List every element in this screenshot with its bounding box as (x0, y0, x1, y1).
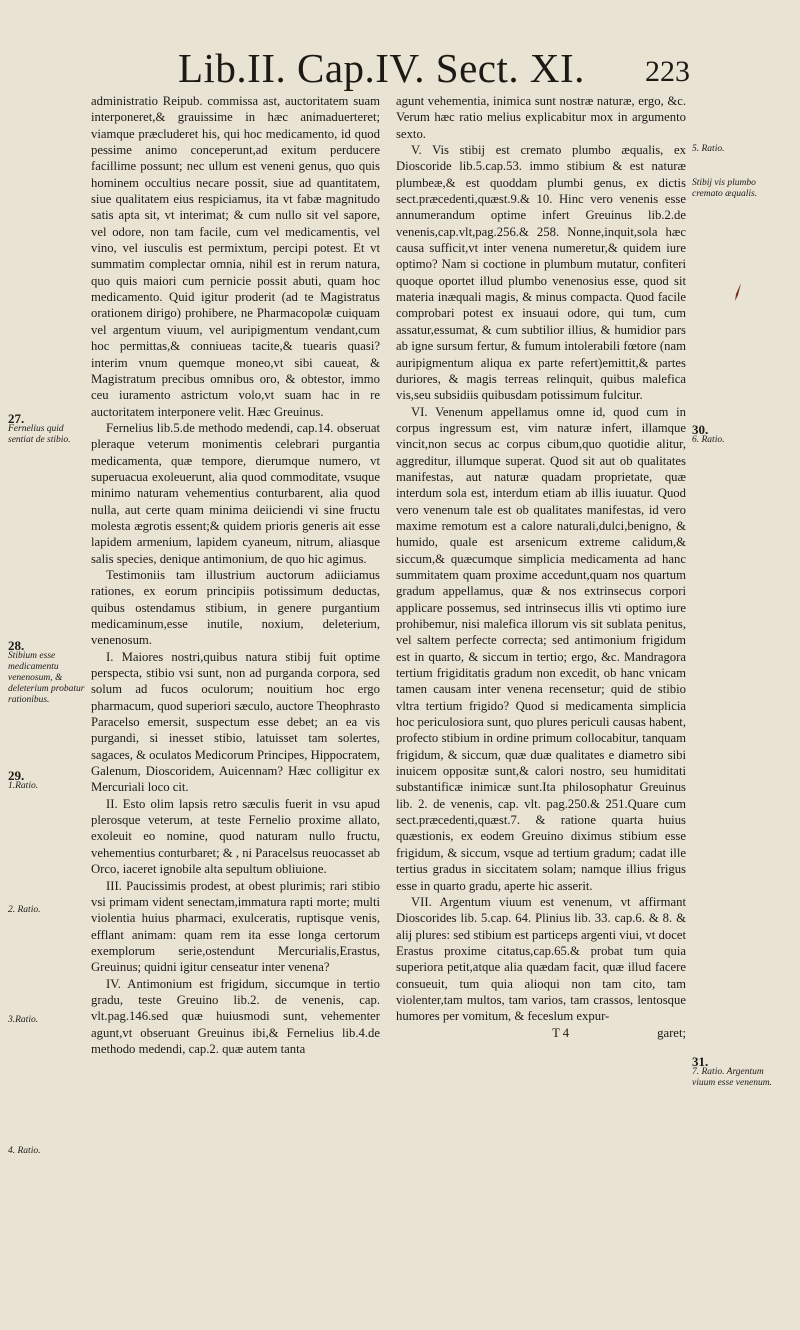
margin-note (692, 178, 772, 200)
margin-note (8, 1146, 88, 1157)
right-text-column (396, 93, 686, 1041)
paragraph: Fernelius lib.5.de methodo medendi, cap.14. obseruat pleraque veterum monimentis celebrari purgantia medicamenta, quæ tempore, dierumque numero, vt superuacua exoleuerunt, alia quod commoditate, vsuque minimo naturam vehementius conturbarent, alia quod nulla, aut certe quam minima deiiciendi vi sine fructu molesta ægrotis essent;& quidem prioris generis ait esse lapidem armenium, lapidem cyaneum, nitrum, aliasque salis species, denique antimonium, de quo hic agimus. (91, 420, 380, 566)
margin-note-text: 5. Ratio. (692, 144, 725, 154)
paragraph: VII. Argentum viuum est venenum, vt affirmant Dioscorides lib. 5.cap. 64. Plinius lib. 33. cap.6. & 8. & alij plures: sed stibium est particeps argenti viui, vt docet Erastus proxime citatus,cap.65.& probat tum quia superiora petit,atque alia quædam facit, quæ illud facere consueuit, tum quia alioqui non tam cito, tam violenter,tam multos, tam varios, tam crassos, lentosque humores per vomitum, & feceslum expur- (396, 894, 686, 1024)
margin-note-text: 4. Ratio. (8, 1146, 41, 1156)
page-number: 223 (645, 55, 690, 88)
margin-note (8, 640, 88, 706)
running-title: Lib.II. Cap.IV. Sect. XI. (178, 45, 585, 91)
margin-note-text: 1.Ratio. (8, 781, 39, 791)
section-number: 31. (692, 1054, 709, 1069)
paragraph: IV. Antimonium est frigidum, siccumque in tertio gradu, teste Greuino lib.2. de venenis, cap. vlt.pag.146.sed quæ huiusmodi sunt, vehementer agunt,vt obseruant Greuinus ibi,& Fernelius lib.4.de methodo medendi, cap.2. quæ autem tanta (91, 976, 380, 1056)
paragraph: I. Maiores nostri,quibus natura stibij fuit optime perspecta, stibio vsi sunt, non ad purganda corpora, sed solum ad fucos oculorum; nouitium hoc ergo pharmacum, quod superiori sæculo, auctore Theophrasto Paracelso emersit, suspectum esse debet; an ea vis purgandi, si inesset stibio, latuisset tam solertes, sagaces, & oculatos Medicorum Principes, Hippocratem, Galenum, Dioscoridem, Auicennam? Hæc colligitur ex Mercuriali loco cit. (91, 649, 380, 795)
ink-mark-icon (733, 282, 743, 302)
paragraph: agunt vehementia, inimica sunt nostræ naturæ, ergo, &c. Verum hæc ratio melius explicabitur mox in argumento sexto. (396, 94, 686, 141)
page-header (150, 46, 690, 90)
section-number: 28. (8, 638, 25, 653)
margin-note-text: 2. Ratio. (8, 905, 41, 915)
catchword: garet; (657, 1025, 686, 1040)
paragraph: VI. Venenum appellamus omne id, quod cum in corpus ingressum est, vim naturæ infert, illamque vincit,non secus ac corpus cibum,quo quotidie alitur, aggreditur, illumque superat. Quod sit aut ob qualitates manifestas, aut naturæ quadam proprietate, quæ interdum sola est, interdum etiam ab illis iuuatur. Quod vero venenum tale est ob qualitates manifestas, id vero maxime remotum est a calore naturali,dulci,benigno, & humido, quale est arsenicum extreme calidum,& siccum,& quæcumque simplicia medicamenta ad hanc summitatem quam proxime accedunt,quam nos quartum gradum appellamus, quæ & nos extrinsecus corpori applicare possemus, sed intrinsecus illis vti optimo iure prohibemur, nisi malefica illorum vis sit sublata penitus, vel saltem perfecte correcta; sed antimonium frigidum est in quarto, & siccum in tertio; ergo, &c. Mandragora tertium frigiditatis gradum non excedit, ob hanc vnicam tamen causam inter venena recensetur; quid de stibio vltra tertium frigido? Quod si medicamenta simplicia hoc periculosiora sunt, quo plures periculi causas habent, profecto stibium in ordine primum collocabitur, tanquam frigidum, & siccum, quæ duæ qualitates e diametro sibi inuicem oppositæ sunt,& calori nostro, seu humiditati substantificæ inimicæ sunt.Ita philosophatur Greuinus lib. 2. de venenis, cap. vlt. pag.250.& 251.Quare cum sect.præcedenti,quæst.7. & ratione quarta huius quæstionis, ex eodem Greuino diximus stibium esse frigidum, & siccum, vsque ad tertium gradum; cadat ille tertius gradus in siccitatem solam; namque illius frigus esse in quarto gradu, aperte hic asserit. (396, 404, 686, 893)
signature-line (396, 1025, 686, 1041)
paragraph: V. Vis stibij est cremato plumbo æqualis, ex Dioscoride lib.5.cap.53. immo stibium & est naturæ plumbeæ,& est quoddam plumbi genus, ex dictis sect.præcedenti,quæst.9.& 10. Hinc vero venenis esse annumerandum optime infert Greuinus lib.2.de venenis,cap.vlt,pag.256.& 258. Nonne,inquit,sola hæc causa sufficit,vt inter venena numeretur,& quidem iure optimo? Nam si coctione in plumbum mutatur, confiteri quoque oportet illud plumbo venenosius esse, quod sit materia inæquali magis, & minus compacta. Quod facile comprobari potest ex insuaui odore, qui tum, cum assatur,essumat, & cum subtilior illius, & humidior pars ab igne sursum fertur, & fumum intolerabili fœtore (nam auripigmentum aliqua ex parte refert)emittit,& partes duriores, & magis terreas relinquit, quibus malefica vis,seu subsidiis quibusdam potissimum fulcitur. (396, 143, 686, 403)
paragraph: administratio Reipub. commissa ast, auctoritatem suam interponeret,& grauissime in hæc animaduerteret; viamque præcluderet his, qui hoc medicamento, id quod pessime animo conceperunt,ad exitum perducere facillime possunt; nec ullum est veneni genus, quo quis hominem occultius necare possit, siue ad quantitatem, siue qualitatem eius respiciamus, ita vt fabæ magnitudo satis apta sit, vt interimat; & cum nullo sit vel sapore, vel odore, non tam facile, cum vel medicamentis, vel vino, vel iusculis est permixtum, percipi potest. Et vt summatim complectar omnia, nihil est in rerum natura, quo quis maiori cum pernicie possit abuti, quam hoc medicamento. Quid igitur proderit (ad te Magistratus orationem dirigo) prohibere, ne Pharmacopolæ cuiquam vel argentum viuum, vel auripigmentum vendant,cum hoc permittas,& conniueas tacite,& tuearis quasi? interim vnum quemque moneo,vt sibi caueat, & Magistratum precibus omnibus oro, & obtestor, immo ceu iuramento astrictum volo,vt suam hac in re auctoritatem interponere velit. Hæc Greuinus. (91, 94, 380, 419)
margin-note (8, 413, 88, 446)
paragraph: III. Paucissimis prodest, at obest plurimis; rari stibio vsi primam vident senectam,immatura rapti morte; multi violentia huius pharmaci, exulceratis, ruptisque venis, efflant animam: quam rem ita esse longa certorum exemplorum serie,ostendunt Mercurialis,Erastus, Greuinus; quidni igitur censeatur inter venena? (91, 878, 380, 975)
margin-note (8, 770, 88, 792)
section-number: 30. (692, 422, 709, 437)
margin-note-text: Stibium esse medicamentu venenosum, & deleterium probatur rationibus. (8, 651, 85, 705)
margin-note-text: 7. Ratio. Argentum viuum esse venenum. (692, 1067, 772, 1088)
signature-mark: T 4 (552, 1025, 570, 1040)
section-number: 27. (8, 411, 25, 426)
margin-note (692, 424, 772, 446)
paragraph: II. Esto olim lapsis retro sæculis fuerit in vsu apud plerosque veterum, at teste Fernelio proxime allato, exoleuit eo nomine, quod naturam nullo fructu, vehementius conturbaret; & , ni Paracelsus reuocasset ab Orco, iaceret ignobile alta sepultum obliuione. (91, 796, 380, 877)
margin-note-text: 3.Ratio. (8, 1015, 39, 1025)
section-number: 29. (8, 768, 25, 783)
paragraph: Testimoniis tam illustrium auctorum adiiciamus rationes, ex eorum principiis potissimum deductas, quibus ostendamus stibium, in genere purgantium medicaminum,esse inutile, noxium, deleterium, venenosum. (91, 567, 380, 648)
margin-note (692, 1056, 772, 1089)
margin-note-text: Stibij vis plumbo cremato æqualis. (692, 178, 758, 199)
margin-note (8, 1015, 88, 1026)
left-text-column (91, 93, 380, 1057)
margin-note-text: Fernelius quid sentiat de stibio. (8, 424, 71, 445)
margin-note (692, 144, 772, 155)
margin-note-text: 6. Ratio. (692, 435, 725, 445)
margin-note (8, 905, 88, 916)
